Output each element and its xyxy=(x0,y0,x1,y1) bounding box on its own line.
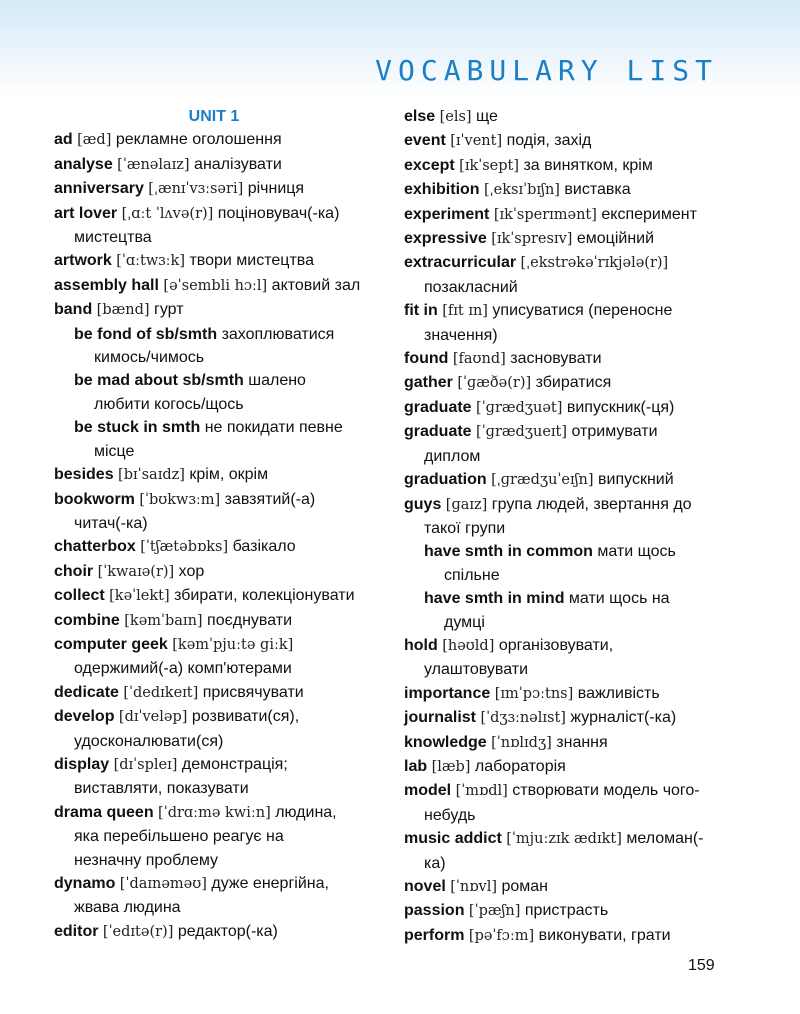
entry-first-line xyxy=(404,203,734,227)
entry-first-line xyxy=(404,755,734,779)
entry-first-line xyxy=(54,202,374,226)
entry-translation-continued: мистецтва xyxy=(74,229,152,247)
entry-first-line xyxy=(54,535,374,559)
entry-first-line xyxy=(404,682,734,706)
entry-first-line xyxy=(404,634,734,658)
vocab-entry xyxy=(404,203,734,227)
entry-translation: за винятком, крім xyxy=(523,156,653,174)
entry-first-line xyxy=(54,463,374,487)
entry-first-line xyxy=(404,924,734,948)
vocab-entry xyxy=(54,801,374,872)
entry-translation: журналіст(-ка) xyxy=(570,709,677,727)
entry-word: importance xyxy=(404,684,491,702)
vocab-entry xyxy=(404,587,734,634)
entry-word: collect xyxy=(54,587,105,605)
entry-translation: ще xyxy=(476,108,498,125)
entry-transcription: [ˌeksɪˈbɪʃn] xyxy=(484,182,560,199)
vocab-entry xyxy=(54,369,374,416)
entry-first-line xyxy=(54,488,374,512)
vocab-entry xyxy=(54,416,374,463)
entry-translation: важливість xyxy=(577,684,660,702)
entry-transcription: [ˌɑːt ˈlʌvə(r)] xyxy=(121,205,214,222)
entry-translation-continued: кимось/чимось xyxy=(94,349,205,367)
entry-transcription: [æd] xyxy=(77,132,112,149)
entry-word: journalist xyxy=(404,709,477,727)
entry-first-line xyxy=(54,128,374,152)
right-entry-list xyxy=(404,105,734,948)
entry-translation-continued: незначну проблему xyxy=(74,851,219,869)
entry-word: have smth in common xyxy=(424,543,593,561)
entry-translation-continued: любити когось/щось xyxy=(94,395,244,413)
entry-transcription: [əˈsembli hɔːl] xyxy=(163,277,268,294)
entry-translation: отримувати xyxy=(571,423,658,441)
entry-word: graduation xyxy=(404,471,487,489)
entry-first-line xyxy=(404,779,734,803)
entry-translation-continued: місце xyxy=(94,442,135,460)
entry-transcription: [ɡaɪz] xyxy=(445,496,488,513)
entry-transcription: [ɪkˈsperɪmənt] xyxy=(493,206,597,223)
entry-transcription: [ˈnɒlɪdʒ] xyxy=(491,734,552,751)
entry-transcription: [ˈdedɪkeɪt] xyxy=(123,684,199,701)
entry-translation-continued: жвава людина xyxy=(74,899,181,917)
entry-translation: присвячувати xyxy=(202,683,304,701)
entry-translation-continued: такої групи xyxy=(424,519,506,537)
entry-transcription: [ˈkwaɪə(r)] xyxy=(97,563,175,580)
entry-translation-continued: ка) xyxy=(424,854,446,872)
vocab-entry xyxy=(404,371,734,395)
vocab-entry xyxy=(54,681,374,705)
entry-translation-continued: спільне xyxy=(444,566,500,584)
vocab-entry xyxy=(54,202,374,250)
vocab-entry xyxy=(404,634,734,682)
entry-first-line xyxy=(404,731,734,755)
entry-translation: поціновувач(-ка) xyxy=(217,204,340,222)
entry-first-line xyxy=(404,129,734,153)
vocab-entry xyxy=(404,682,734,706)
entry-word: music addict xyxy=(404,830,502,848)
vocabulary-column-left xyxy=(54,105,374,944)
entry-first-line xyxy=(74,369,374,392)
entry-transcription: [bænd] xyxy=(96,302,150,319)
entry-word: assembly hall xyxy=(54,276,159,294)
entry-transcription: [ˈdʒɜːnəlɪst] xyxy=(480,710,566,727)
entry-transcription: [ˈpæʃn] xyxy=(468,903,521,920)
entry-first-line xyxy=(54,560,374,584)
entry-first-line xyxy=(404,154,734,178)
entry-transcription: [ˈɡrædʒueɪt] xyxy=(476,424,568,441)
entry-word: art lover xyxy=(54,204,118,222)
entry-translation-continued: яка перебільшено реагує на xyxy=(74,828,284,846)
vocab-entry xyxy=(54,920,374,944)
vocab-entry xyxy=(404,468,734,492)
entry-translation: захоплюватися xyxy=(221,325,335,343)
vocab-entry xyxy=(404,493,734,541)
entry-translation-continued: диплом xyxy=(424,447,481,465)
entry-transcription: [ɪkˈspresɪv] xyxy=(491,231,573,248)
entry-translation: збиратися xyxy=(535,374,612,392)
vocab-entry xyxy=(404,178,734,202)
entry-translation: не покидати певне xyxy=(204,419,343,437)
entry-first-line xyxy=(54,153,374,177)
vocab-entry xyxy=(54,753,374,801)
entry-translation-continued: значення) xyxy=(424,326,498,344)
entry-transcription: [ˈænəlaɪz] xyxy=(117,156,190,173)
entry-translation-continued: виставляти, показувати xyxy=(74,780,249,798)
entry-translation: експеримент xyxy=(601,205,697,223)
entry-word: exhibition xyxy=(404,181,480,199)
entry-word: editor xyxy=(54,922,99,940)
entry-translation-continued: улаштовувати xyxy=(424,661,529,679)
left-entry-list xyxy=(54,128,374,944)
entry-first-line xyxy=(404,105,734,129)
entry-first-line xyxy=(404,420,734,444)
entry-first-line xyxy=(54,681,374,705)
vocab-entry xyxy=(54,463,374,487)
entry-translation: уписуватися (переносне xyxy=(492,302,673,320)
entry-word: graduate xyxy=(404,423,472,441)
entry-first-line xyxy=(404,371,734,395)
entry-word: extracurricular xyxy=(404,254,517,272)
vocab-entry xyxy=(54,488,374,536)
entry-transcription: [ˈɡæðə(r)] xyxy=(457,375,532,392)
vocab-entry xyxy=(54,249,374,273)
entry-translation: роман xyxy=(501,878,548,895)
entry-word: gather xyxy=(404,374,453,392)
entry-translation: хор xyxy=(178,562,205,580)
entry-translation: базікало xyxy=(232,538,296,556)
entry-first-line xyxy=(404,396,734,420)
vocab-entry xyxy=(404,251,734,299)
entry-first-line xyxy=(54,584,374,608)
entry-transcription: [ˈbʊkwɜːm] xyxy=(139,491,221,508)
vocab-entry xyxy=(404,129,734,153)
entry-translation-continued: позакласний xyxy=(424,278,518,296)
entry-translation: завзятий(-а) xyxy=(224,490,316,508)
entry-word: except xyxy=(404,156,455,174)
entry-first-line xyxy=(404,899,734,923)
entry-word: graduate xyxy=(404,398,472,416)
entry-transcription: [kəmˈpjuːtə giːk] xyxy=(172,636,294,653)
entry-first-line xyxy=(74,323,374,346)
entry-translation: демонстрація; xyxy=(181,755,288,773)
vocab-entry xyxy=(404,420,734,468)
entry-translation: випускний xyxy=(598,471,674,489)
entry-word: have smth in mind xyxy=(424,590,565,608)
entry-first-line xyxy=(404,875,734,899)
entry-first-line xyxy=(404,706,734,730)
entry-translation: засновувати xyxy=(510,350,602,368)
entry-translation: подія, захід xyxy=(506,132,592,150)
entry-word: be stuck in smth xyxy=(74,419,201,437)
entry-translation: випускник(-ця) xyxy=(566,398,675,416)
entry-translation-continued: думці xyxy=(444,613,485,631)
entry-word: lab xyxy=(404,757,428,775)
entry-transcription: [ˈmjuːzɪk ædɪkt] xyxy=(506,831,622,848)
entry-word: found xyxy=(404,350,449,368)
entry-first-line xyxy=(54,633,374,657)
entry-first-line xyxy=(54,609,374,633)
vocab-entry xyxy=(404,396,734,420)
vocab-entry xyxy=(404,731,734,755)
entry-word: combine xyxy=(54,611,120,629)
entry-first-line xyxy=(54,274,374,298)
entry-first-line xyxy=(404,227,734,251)
entry-transcription: [ɪˈvent] xyxy=(450,133,503,150)
entry-transcription: [ˈɑːtwɜːk] xyxy=(116,253,186,270)
page-title: VOCABULARY LIST xyxy=(375,54,718,87)
entry-word: model xyxy=(404,782,452,800)
vocab-entry xyxy=(404,227,734,251)
entry-word: hold xyxy=(404,636,438,654)
vocab-entry xyxy=(54,153,374,177)
entry-translation: шалено xyxy=(248,372,306,390)
entry-word: bookworm xyxy=(54,490,135,508)
entry-transcription: [pəˈfɔːm] xyxy=(468,927,535,944)
entry-translation: аналізувати xyxy=(194,155,282,173)
vocab-entry xyxy=(404,899,734,923)
entry-first-line xyxy=(54,872,374,896)
entry-transcription: [ˈnɒvl] xyxy=(450,879,497,895)
vocab-entry xyxy=(54,535,374,559)
entry-first-line xyxy=(404,299,734,323)
entry-word: computer geek xyxy=(54,635,168,653)
entry-word: dedicate xyxy=(54,683,119,701)
entry-translation-continued: читач(-ка) xyxy=(74,514,148,532)
entry-transcription: [ˈtʃætəbɒks] xyxy=(140,539,229,556)
vocab-entry xyxy=(404,154,734,178)
entry-transcription: [ˌekstrəkəˈrɪkjələ(r)] xyxy=(520,255,669,272)
entry-word: chatterbox xyxy=(54,538,136,556)
entry-first-line xyxy=(404,827,734,851)
page-number: 159 xyxy=(688,957,715,974)
entry-word: besides xyxy=(54,466,114,484)
entry-first-line xyxy=(404,178,734,202)
entry-transcription: [ˌænɪˈvɜːsəri] xyxy=(148,181,244,198)
entry-word: be fond of sb/smth xyxy=(74,325,218,343)
vocab-entry xyxy=(54,177,374,201)
entry-translation: створювати модель чого- xyxy=(512,782,700,800)
vocab-entry xyxy=(404,105,734,129)
entry-first-line xyxy=(424,587,734,610)
entry-translation: редактор(-ка) xyxy=(177,922,278,940)
entry-transcription: [ɪmˈpɔːtns] xyxy=(494,685,574,702)
entry-translation: виставка xyxy=(564,181,631,199)
vocab-entry xyxy=(404,827,734,875)
entry-transcription: [ɪkˈsept] xyxy=(459,157,520,174)
entry-word: band xyxy=(54,301,93,319)
entry-transcription: [els] xyxy=(439,109,472,125)
entry-transcription: [bɪˈsaɪdz] xyxy=(118,467,185,484)
entry-first-line xyxy=(54,801,374,825)
entry-transcription: [ˈedɪtə(r)] xyxy=(102,923,174,940)
unit-heading: UNIT 1 xyxy=(188,108,240,125)
entry-translation: актовий зал xyxy=(271,276,361,294)
vocab-entry xyxy=(404,779,734,827)
entry-first-line xyxy=(54,298,374,322)
entry-translation: організовувати, xyxy=(498,636,614,654)
entry-translation: розвивати(ся), xyxy=(191,708,300,726)
entry-first-line xyxy=(54,249,374,273)
entry-translation: знання xyxy=(556,733,608,751)
entry-first-line xyxy=(74,416,374,439)
entry-transcription: [həʊld] xyxy=(442,637,495,654)
entry-translation: емоційний xyxy=(576,230,655,248)
entry-word: passion xyxy=(404,902,465,920)
vocab-entry xyxy=(404,540,734,587)
vocab-entry xyxy=(404,706,734,730)
entry-translation-continued: одержимий(-а) комп'ютерами xyxy=(74,660,292,678)
entry-transcription: [kəmˈbaɪn] xyxy=(124,612,203,629)
entry-word: expressive xyxy=(404,230,487,248)
entry-transcription: [ˈmɒdl] xyxy=(455,783,508,800)
entry-word: be mad about sb/smth xyxy=(74,372,244,390)
entry-transcription: [ˈdaɪnəməʊ] xyxy=(119,876,207,892)
entry-translation: пристрасть xyxy=(524,902,609,920)
vocab-entry xyxy=(404,875,734,899)
entry-word: develop xyxy=(54,708,115,726)
vocab-entry xyxy=(54,298,374,322)
entry-first-line xyxy=(54,705,374,729)
vocab-entry xyxy=(54,584,374,608)
entry-translation: збирати, колекціонувати xyxy=(174,587,355,605)
vocab-entry xyxy=(54,323,374,370)
entry-transcription: [kəˈlekt] xyxy=(109,588,170,605)
entry-word: perform xyxy=(404,926,465,944)
vocab-entry xyxy=(54,872,374,920)
entry-word: knowledge xyxy=(404,733,487,751)
entry-transcription: [dɪˈspleɪ] xyxy=(113,756,178,773)
entry-translation: мати щось xyxy=(597,543,676,561)
entry-transcription: [fɪt ɪn] xyxy=(442,303,488,320)
entry-word: dynamo xyxy=(54,875,116,892)
entry-transcription: [ˌɡrædʒuˈeɪʃn] xyxy=(491,472,594,489)
entry-first-line xyxy=(424,540,734,563)
entry-word: ad xyxy=(54,131,73,149)
vocab-entry xyxy=(404,347,734,371)
vocab-entry xyxy=(404,755,734,779)
vocab-entry xyxy=(54,705,374,753)
entry-transcription: [ˈɡrædʒuət] xyxy=(476,399,563,416)
entry-word: experiment xyxy=(404,205,490,223)
entry-translation-continued: удосконалювати(ся) xyxy=(74,732,224,750)
entry-translation: крім, окрім xyxy=(189,466,269,484)
entry-translation: річниця xyxy=(247,180,305,198)
entry-first-line xyxy=(54,920,374,944)
vocab-entry xyxy=(404,924,734,948)
entry-translation: мати щось на xyxy=(568,590,670,608)
vocabulary-column-right xyxy=(404,105,734,948)
entry-word: analyse xyxy=(54,155,113,173)
entry-translation: твори мистецтва xyxy=(189,252,314,270)
entry-first-line xyxy=(54,753,374,777)
vocab-entry xyxy=(54,560,374,584)
entry-transcription: [læb] xyxy=(431,758,471,775)
entry-word: event xyxy=(404,132,446,150)
entry-word: fit in xyxy=(404,302,438,320)
entry-transcription: [dɪˈveləp] xyxy=(118,709,188,726)
entry-translation: виконувати, грати xyxy=(538,926,671,944)
entry-first-line xyxy=(404,347,734,371)
entry-first-line xyxy=(404,251,734,275)
entry-word: anniversary xyxy=(54,180,144,198)
entry-translation: рекламне оголошення xyxy=(115,131,282,149)
entry-word: drama queen xyxy=(54,803,154,821)
entry-translation: гурт xyxy=(153,301,184,319)
vocab-entry xyxy=(404,299,734,347)
entry-first-line xyxy=(404,468,734,492)
vocab-entry xyxy=(54,274,374,298)
entry-first-line xyxy=(54,177,374,201)
entry-word: guys xyxy=(404,495,442,513)
entry-translation: лабораторія xyxy=(474,757,566,775)
entry-word: artwork xyxy=(54,252,112,270)
entry-translation: дуже енергійна, xyxy=(211,875,329,892)
entry-word: display xyxy=(54,755,110,773)
entry-translation: поєднувати xyxy=(207,611,293,629)
entry-first-line xyxy=(404,493,734,517)
entry-translation: група людей, звертання до xyxy=(491,495,692,513)
vocab-entry xyxy=(54,609,374,633)
entry-translation-continued: небудь xyxy=(424,806,476,824)
entry-word: choir xyxy=(54,562,94,580)
entry-word: else xyxy=(404,108,436,125)
entry-transcription: [ˈdrɑːmə kwiːn] xyxy=(158,804,271,821)
vocab-entry xyxy=(54,633,374,681)
entry-translation: меломан(- xyxy=(626,830,704,848)
entry-word: novel xyxy=(404,878,446,895)
entry-transcription: [faʊnd] xyxy=(452,351,506,368)
entry-translation: людина, xyxy=(275,803,337,821)
vocab-entry xyxy=(54,128,374,152)
